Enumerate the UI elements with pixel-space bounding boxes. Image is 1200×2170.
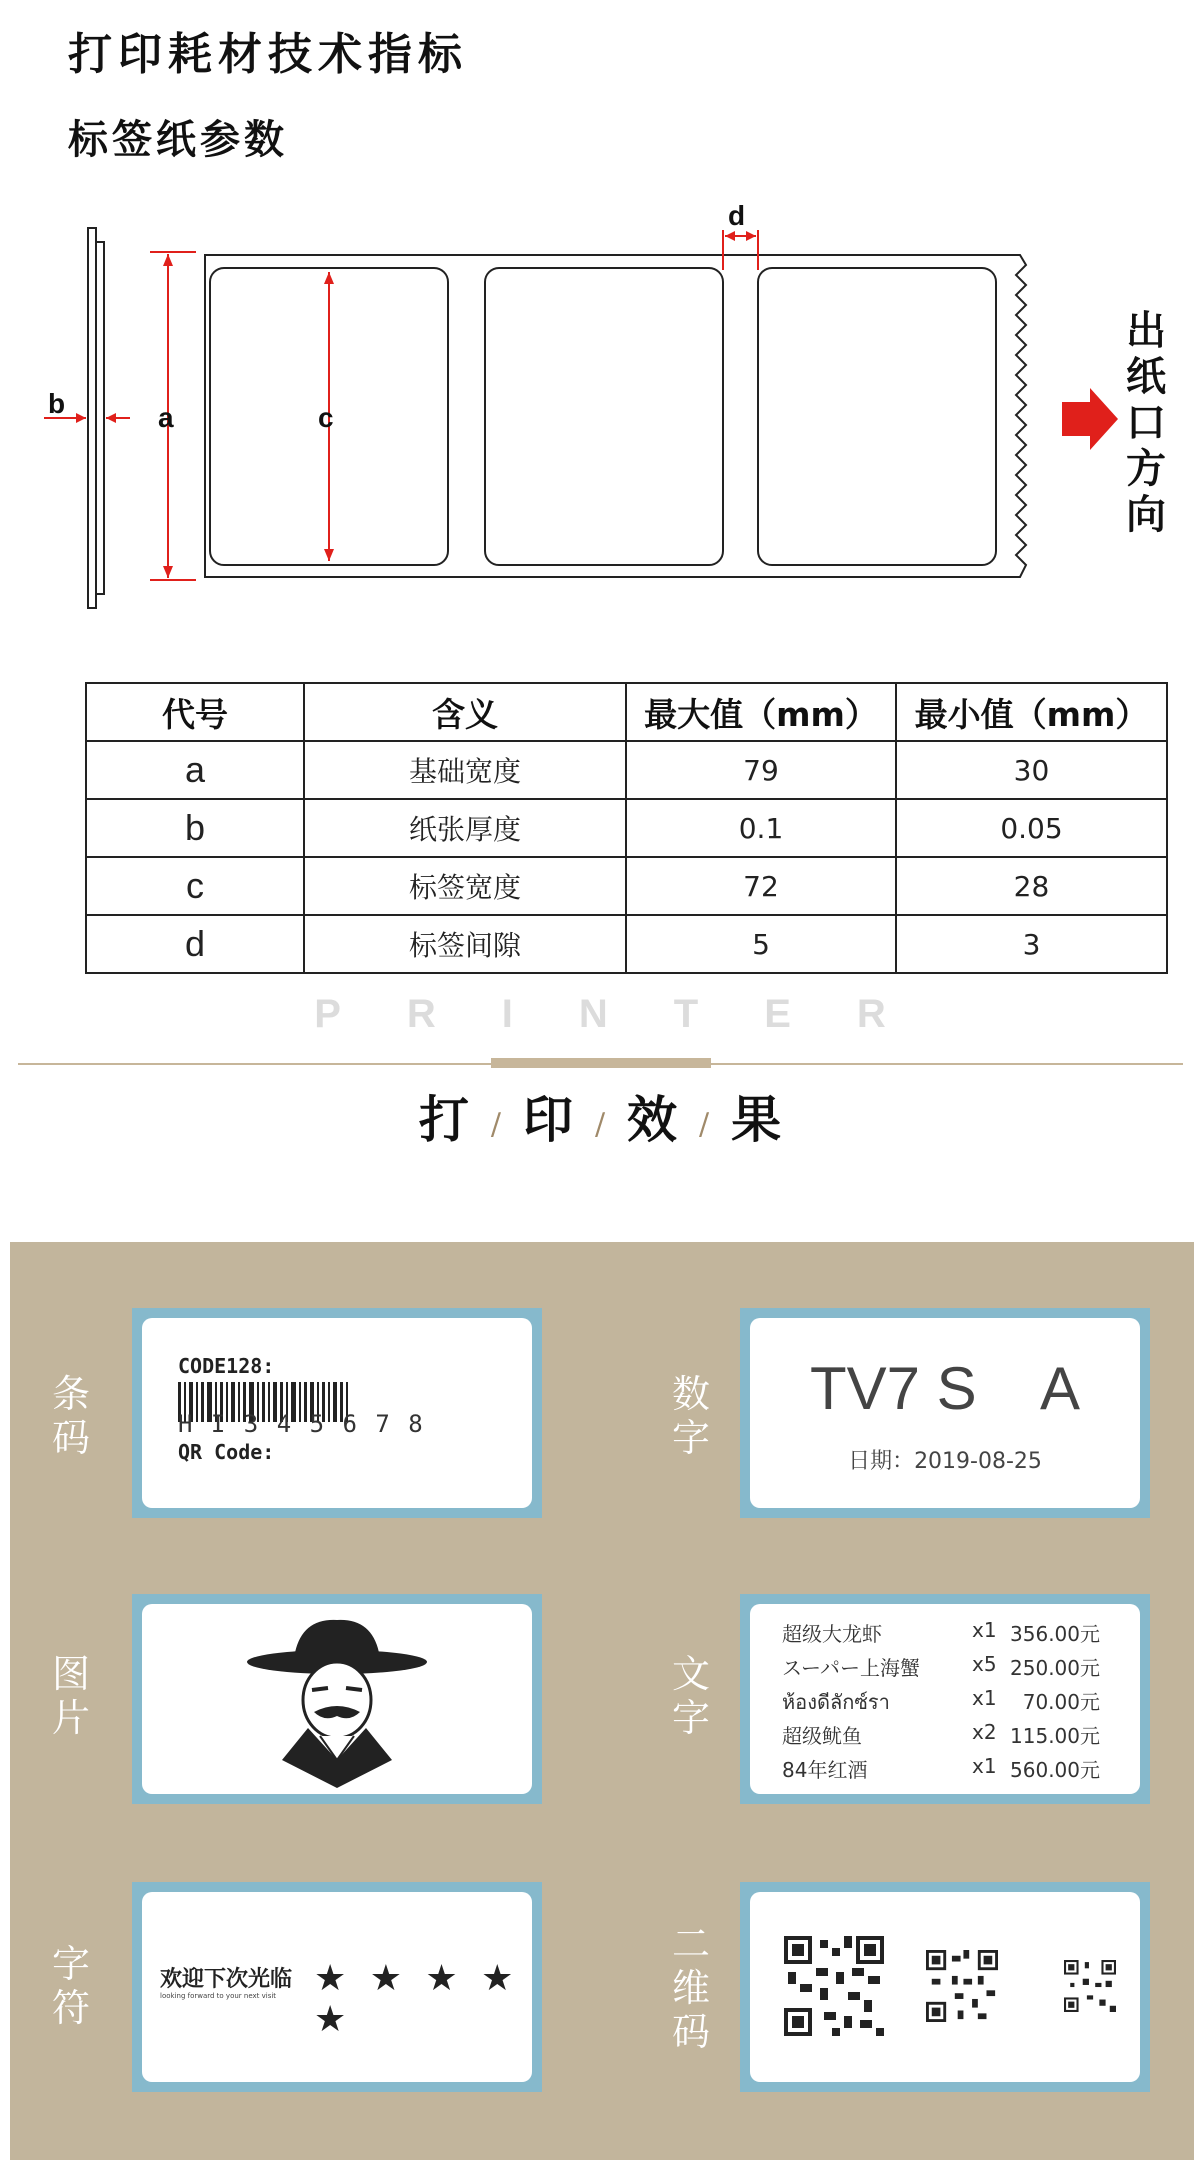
image-sample-card bbox=[132, 1594, 542, 1804]
number-big-text: TV7 S A bbox=[809, 1355, 1081, 1422]
header-code: 代号 bbox=[86, 683, 304, 741]
divider-accent bbox=[491, 1058, 711, 1068]
print-effects-title bbox=[0, 1080, 1200, 1152]
item-price: 115.00元 bbox=[1010, 1724, 1100, 1748]
dim-label-d: d bbox=[728, 200, 746, 231]
cell-max: 79 bbox=[626, 741, 896, 799]
qr-code-label: QR Code: bbox=[178, 1440, 275, 1464]
receipt-row bbox=[782, 1652, 1120, 1686]
title-char: 印 bbox=[522, 1090, 573, 1149]
characters-sample-card bbox=[132, 1882, 542, 2092]
label-3 bbox=[758, 268, 996, 565]
cell-max: 5 bbox=[626, 915, 896, 973]
label-text: 文字 bbox=[671, 1652, 710, 1740]
table-row bbox=[86, 857, 1167, 915]
item-price: 560.00元 bbox=[1010, 1758, 1100, 1782]
cell-code: c bbox=[86, 857, 304, 915]
exit-direction-label: 出纸口方向 bbox=[1126, 307, 1166, 538]
cell-min: 0.05 bbox=[896, 799, 1167, 857]
welcome-text: 欢迎下次光临 bbox=[160, 1967, 293, 1992]
header-min: 最小值（mm） bbox=[896, 683, 1167, 741]
cell-max: 0.1 bbox=[626, 799, 896, 857]
item-qty: x1 bbox=[972, 1686, 997, 1710]
section-subtitle: 标签纸参数 bbox=[68, 116, 288, 163]
label-2 bbox=[485, 268, 723, 565]
cell-code: a bbox=[86, 741, 304, 799]
qr-code-small-icon bbox=[1064, 1960, 1116, 2012]
barcode-sample-card bbox=[132, 1308, 542, 1518]
label-diagram-drawing bbox=[0, 190, 1200, 630]
item-name: 超级大龙虾 bbox=[782, 1622, 882, 1646]
title-char: 果 bbox=[731, 1090, 782, 1149]
spec-table bbox=[85, 682, 1168, 974]
label-paper-diagram bbox=[0, 190, 1200, 630]
print-samples-panel bbox=[10, 1242, 1194, 2160]
page-title: 打印耗材技术指标 bbox=[68, 29, 468, 80]
item-qty: x1 bbox=[972, 1754, 997, 1778]
item-qty: x1 bbox=[972, 1618, 997, 1642]
cell-min: 28 bbox=[896, 857, 1167, 915]
cell-max: 72 bbox=[626, 857, 896, 915]
title-char: 效 bbox=[627, 1090, 678, 1149]
welcome-small-text: looking forward to your next visit bbox=[160, 1992, 277, 2000]
qr-code-medium-icon bbox=[926, 1950, 998, 2022]
code128-label: CODE128: bbox=[178, 1354, 275, 1378]
item-name: 84年红酒 bbox=[782, 1758, 868, 1782]
printer-watermark: PRINTER bbox=[314, 992, 952, 1036]
star-rating: ★ ★ ★ ★ ★ bbox=[314, 1958, 520, 2040]
cell-meaning: 标签宽度 bbox=[304, 857, 626, 915]
label-characters: 字符 bbox=[51, 1942, 90, 2030]
number-sample-card bbox=[740, 1308, 1150, 1518]
table-row bbox=[86, 915, 1167, 973]
label-image: 图片 bbox=[51, 1652, 90, 1740]
barcode-value: H I 3 4 5 6 7 8 bbox=[178, 1410, 425, 1438]
title-separator: / bbox=[699, 1106, 710, 1142]
receipt-row bbox=[782, 1720, 1120, 1754]
item-price: 356.00元 bbox=[1010, 1622, 1100, 1646]
cell-code: b bbox=[86, 799, 304, 857]
number-date: 日期：2019-08-25 bbox=[848, 1449, 1042, 1474]
table-row bbox=[86, 741, 1167, 799]
label-qrcode: 二维码 bbox=[671, 1922, 710, 2054]
item-price: 250.00元 bbox=[1010, 1656, 1100, 1680]
table-header-row bbox=[86, 683, 1167, 741]
header-max: 最大值（mm） bbox=[626, 683, 896, 741]
receipt-row bbox=[782, 1754, 1120, 1788]
label-barcode: 条码 bbox=[51, 1372, 90, 1460]
header-meaning: 含义 bbox=[304, 683, 626, 741]
cell-min: 30 bbox=[896, 741, 1167, 799]
item-name: スーパー上海蟹 bbox=[782, 1656, 920, 1680]
cell-meaning: 标签间隙 bbox=[304, 915, 626, 973]
dim-label-c: c bbox=[318, 402, 334, 433]
item-name: 超级鱿鱼 bbox=[782, 1724, 862, 1748]
item-qty: x5 bbox=[972, 1652, 997, 1676]
receipt-row bbox=[782, 1686, 1120, 1720]
item-name: ห้องดีลักซ์รา bbox=[782, 1690, 890, 1714]
cell-code: d bbox=[86, 915, 304, 973]
qrcode-sample-card bbox=[740, 1882, 1150, 2092]
cell-meaning: 基础宽度 bbox=[304, 741, 626, 799]
item-price: 70.00元 bbox=[1022, 1690, 1100, 1714]
qr-code-large-icon bbox=[784, 1936, 884, 2036]
title-separator: / bbox=[490, 1106, 501, 1142]
cell-min: 3 bbox=[896, 915, 1167, 973]
label-number: 数字 bbox=[671, 1372, 710, 1460]
title-separator: / bbox=[594, 1106, 606, 1142]
text-sample-card bbox=[740, 1594, 1150, 1804]
exit-arrow-icon bbox=[1062, 388, 1118, 450]
backing-strip bbox=[88, 228, 96, 608]
receipt-row bbox=[782, 1618, 1120, 1652]
title-char: 打 bbox=[418, 1090, 469, 1149]
label-strip bbox=[96, 242, 104, 594]
dim-label-a: a bbox=[158, 402, 174, 433]
cell-meaning: 纸张厚度 bbox=[304, 799, 626, 857]
cowboy-portrait-icon bbox=[242, 1610, 432, 1790]
dim-label-b: b bbox=[48, 388, 66, 419]
item-qty: x2 bbox=[972, 1720, 997, 1744]
table-row bbox=[86, 799, 1167, 857]
